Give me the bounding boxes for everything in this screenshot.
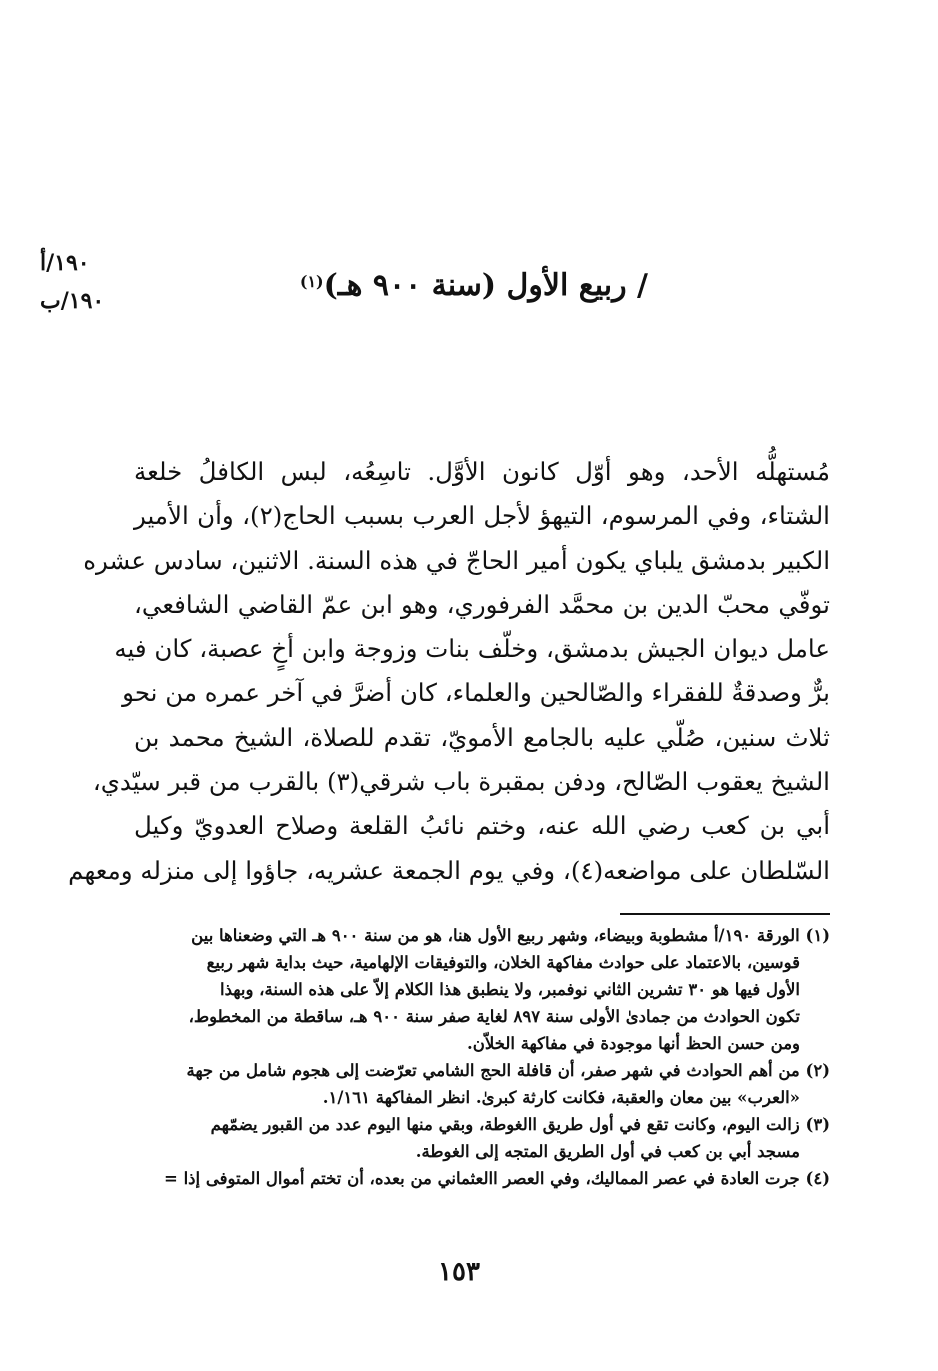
body-line: برٌّ وصدقةٌ للفقراء والصّالحين والعلماء، كان أضرَّ في آخر عمره من نحو [122,678,830,708]
footnote-line: ومن حسن الحظ أنها موجودة في مفاكهة الخلاّن. [467,1034,800,1053]
footnote-3 [110,1111,830,1165]
page-number: ١٥٣ [438,1257,480,1287]
footnote-1 [110,922,830,1057]
body-line: الكبير بدمشق يلباي يكون أمير الحاجّ في هذه السنة. الاثنين، سادس عشره [83,545,830,575]
footnote-line: «العرب» بين معان والعقبة، فكانت كارثة كبرىٰ. انظر المفاكهة ١/١٦١. [322,1088,800,1107]
heading-footnote-ref: (١) [299,272,324,291]
footnote-2 [110,1057,830,1111]
footnote-line: (١) الورقة ١٩٠/أ مشطوبة وبيضاء، وشهر ربيع الأول هنا، هو من سنة ٩٠٠ هـ التي وضعناها بين [191,926,830,945]
footnote-line: (٢) من أهم الحوادث في شهر صفر، أن قافلة الحج الشامي تعرّضت إلى هجوم شامل من جهة [186,1061,830,1080]
body-line: السّلطان على مواضعه(٤)، وفي يوم الجمعة عشريه، جاؤوا إلى منزله ومعهم [68,855,830,885]
body-line: أبي بن كعب رضي الله عنه، وختم نائبُ القلعة وصلاح العدويّ وكيل [134,811,830,841]
main-text [68,450,830,893]
section-heading [288,266,648,306]
folio-note-b: ١٩٠/ب [40,288,105,314]
footnote-line: تكون الحوادث من جمادىٰ الأولى سنة ٨٩٧ لغاية صفر سنة ٩٠٠ هـ، ساقطة من المخطوط، [188,1007,800,1026]
footnote-divider [620,913,830,915]
footnote-4 [110,1165,830,1192]
body-line: توفّي محبّ الدين بن محمَّد الفرفوري، وهو ابن عمّ القاضي الشافعي، [134,589,830,619]
footnote-line: (٤) جرت العادة في عصر المماليك، وفي العصر االعثماني من بعده، أن تختم أموال المتوفى إذا = [164,1169,830,1188]
body-line: عامل ديوان الجيش بدمشق، وخلّف بنات وزوجة وابن أخٍ عصبة، كان فيه [114,634,830,664]
folio-note-a: ١٩٠/أ [40,250,90,276]
footnotes [110,922,830,1192]
footnote-line: (٣) زالت اليوم، وكانت تقع في أول طريق االغوطة، وبقي منها اليوم عدد من القبور يضمّهم [210,1115,830,1134]
body-line: مُستهلُّه الأحد، وهو أوّل كانون الأوَّل. تاسِعُه، لبس الكافلُ خلعة [134,457,830,486]
footnote-line: قوسين، بالاعتماد على حوادث مفاكهة الخلان، والتوفيقات الإلهامية، حيث بداية شهر ربيع [206,953,800,972]
footnote-line: الأول فيها هو ٣٠ تشرين الثاني نوفمبر، ولا ينطبق هذا الكلام إلاّ على هذه السنة، وبهذا [220,980,800,999]
body-line: الشيخ يعقوب الصّالح، ودفن بمقبرة باب شرقي(٣) بالقرب من قبر سيّدي، [92,767,830,797]
body-line: ثلاث سنين، صُلّي عليه بالجامع الأمويّ، تقدم للصلاة، الشيخ محمد بن [134,722,830,752]
footnote-line: مسجد أبي بن كعب في أول الطريق المتجه إلى الغوطة. [415,1142,800,1161]
body-line: الشتاء، وفي المرسوم، التيهؤ لأجل العرب بسبب الحاج(٢)، وأن الأمير [134,501,830,531]
heading-text: / ربيع الأول (سنة ٩٠٠ هـ) [323,268,648,303]
